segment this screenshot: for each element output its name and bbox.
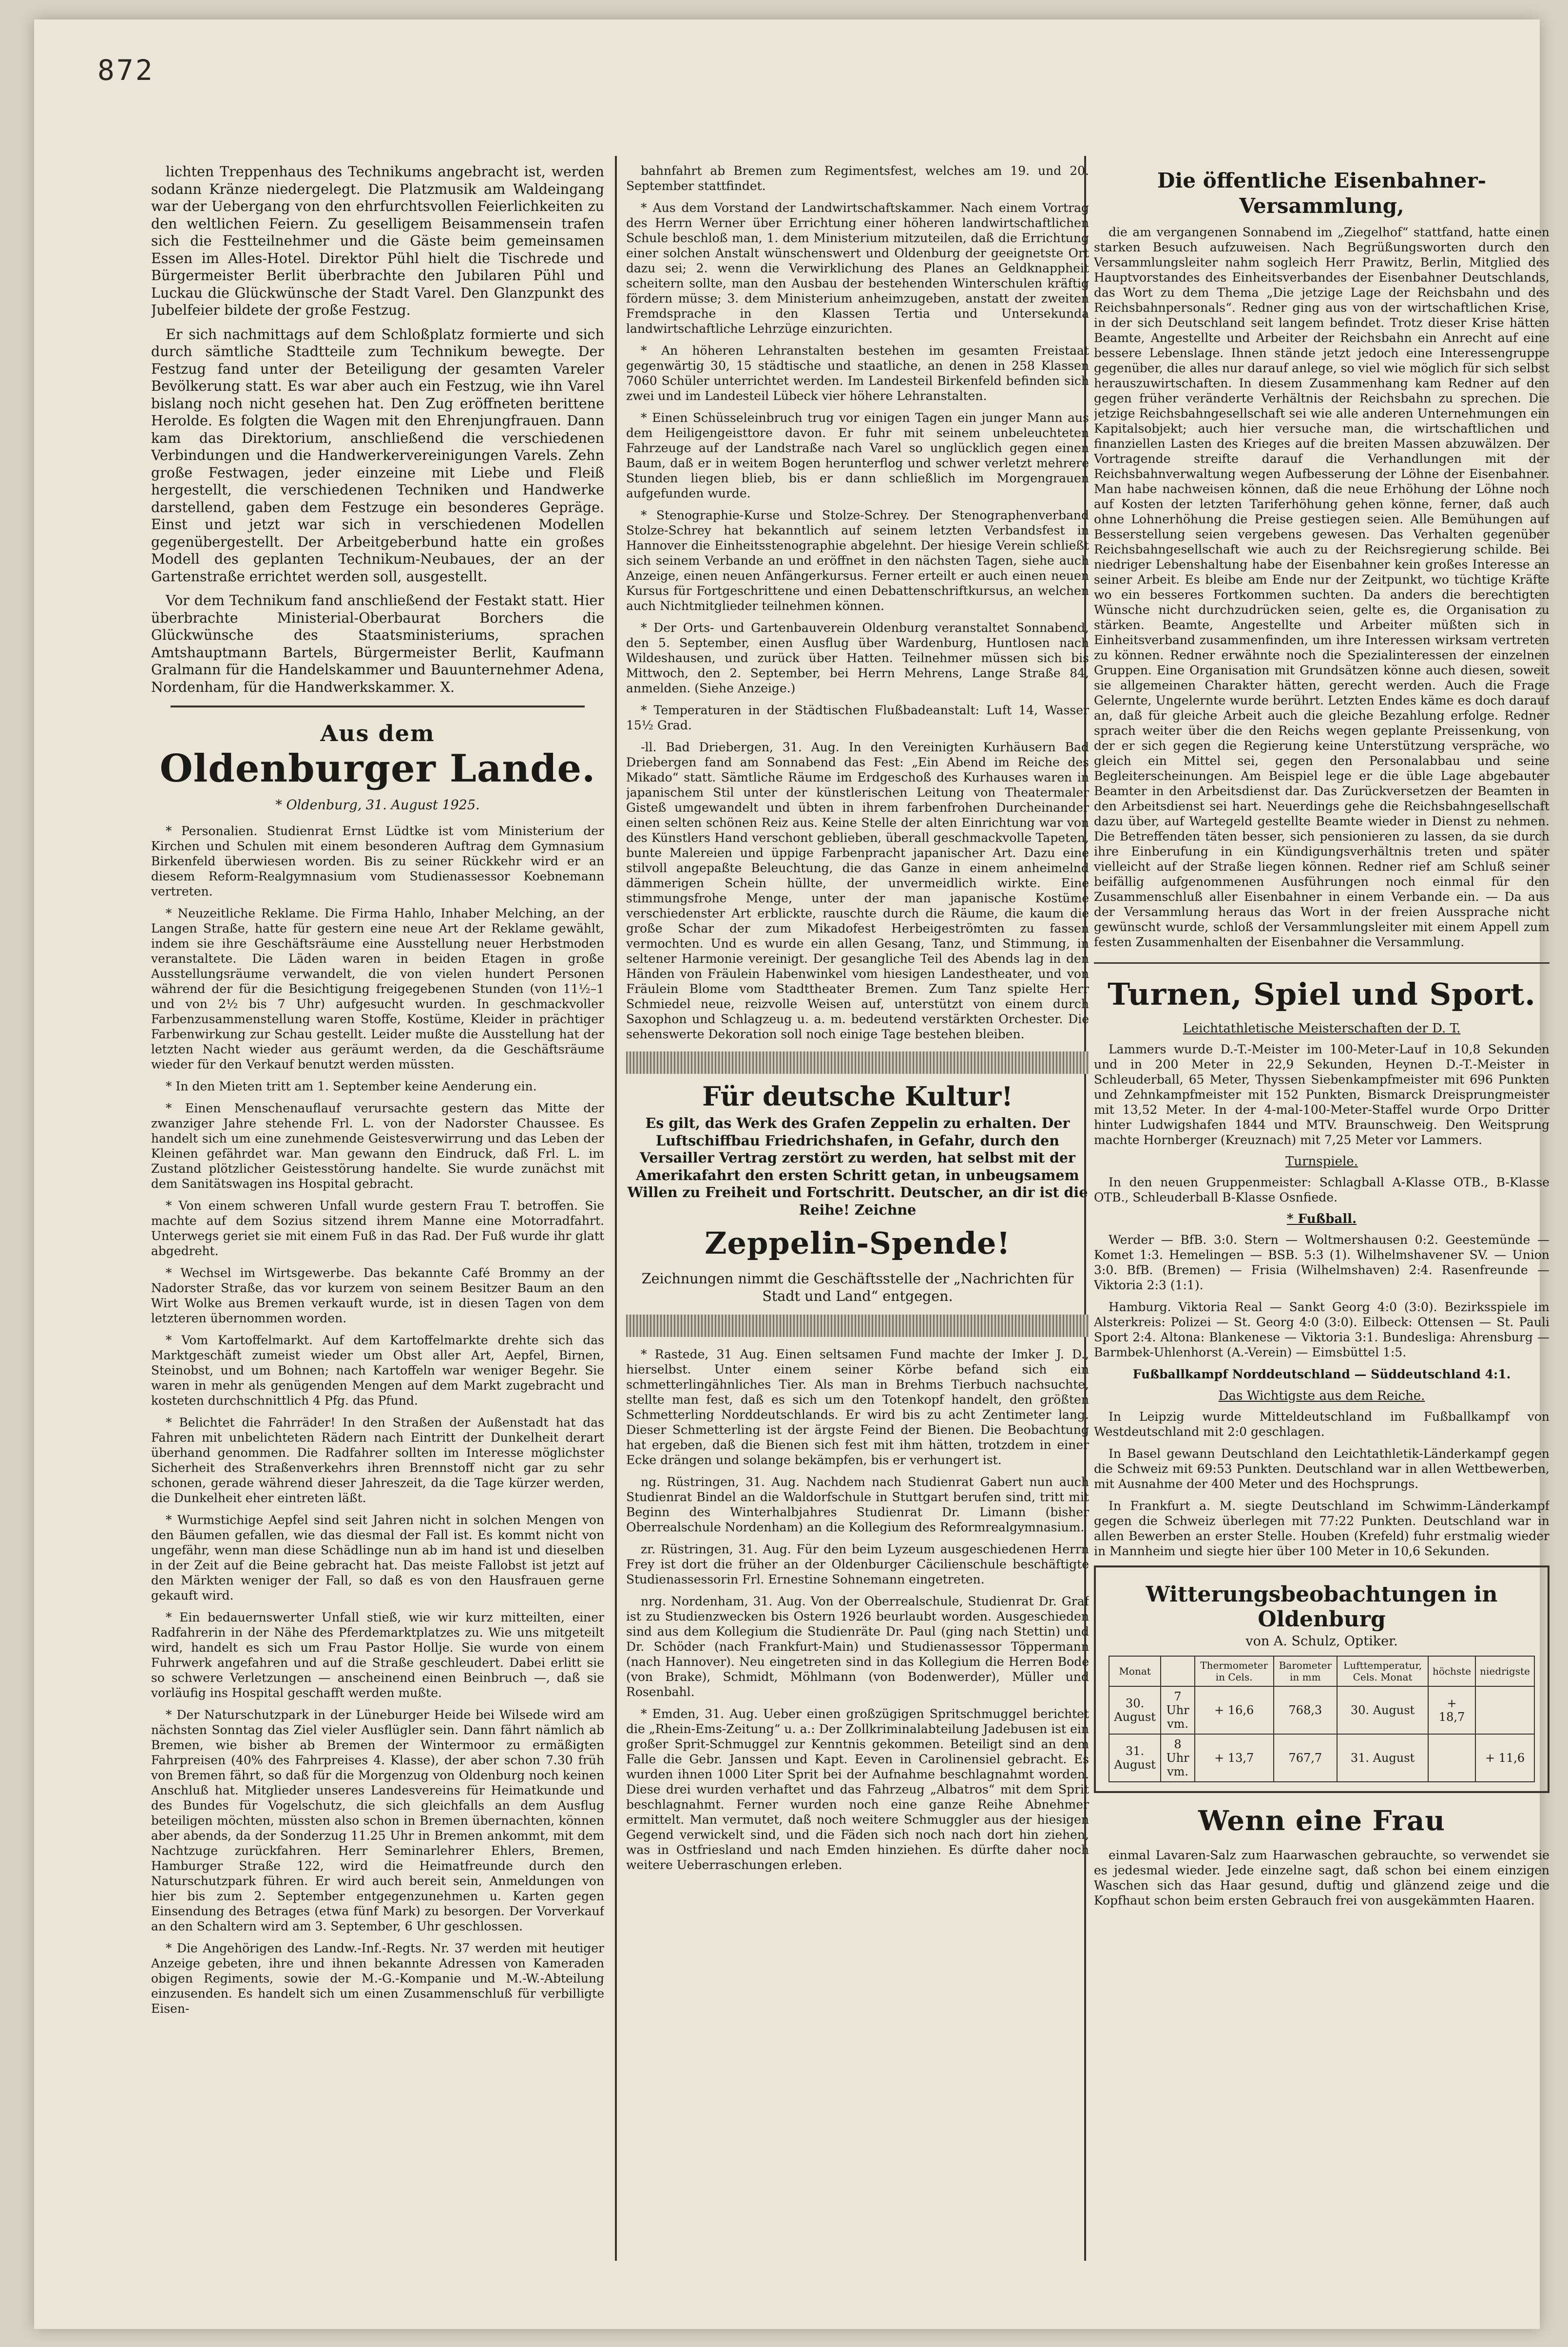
table-header: Thermometer in Cels. — [1195, 1656, 1274, 1686]
news-item: * Ein bedauernswerter Unfall stieß, wie wir kurz mitteilten, einer Radfahrerin in der Nähe des Pferdemarktplatzes zu. Wie uns mitgeteilt wird, handelt es sich um Frau Pastor Hollje. Sie wurde von einem Fuhrwerk angefahren und auf die Straße geschleudert. Dabei erlitt sie so schwere Verletzungen — anscheinend einen Beinbruch —, daß sie vorläufig ins Hospital geschafft werden mußte. — [151, 1610, 604, 1700]
sport-title: Turnen, Spiel und Sport. — [1108, 976, 1536, 1012]
sport-paragraph: Lammers wurde D.-T.-Meister im 100-Meter-Lauf in 10,8 Sekunden und in 200 Meter in 22,9 Sekunden, Heynen D.-T.-Meister in Schleuderball, 65 Meter, Thyssen Siebenkampfmeister mit 696 Punkten und Zehnkampfmeister mit 152 Punkten, Bismarck Dreisprungmeister mit 13,52 Meter. In der 4-mal-100-Meter-Staffel wurde Orpo Dritter hinter Ludwigshafen 1844 und MTV. Braunschweig. Den Weitsprung machte Hornberger (Kreuznach) mit 7,25 Meter vor Lammers. — [1094, 1042, 1549, 1147]
article-paragraph: lichten Treppenhaus des Technikums angebracht ist, werden sodann Kränze niedergelegt. Die Platzmusik am Waldeingang war der Uebergang von den ehrfurchtsvollen Feierlichkeiten zu den weltlichen Feiern. Zu geselligem Beisammensein trafen sich die Festteilnehmer und die Gäste beim gemeinsamen Essen im Alles-Hotel. Direktor Pühl hielt die Tischrede und Bürgermeister Berlit überbrachte den Jubilaren Pühl und Luckau die Glückwünsche der Stadt Varel. Den Glanzpunkt des Jubelfeier bildete der große Festzug. — [151, 164, 604, 318]
hatched-divider — [626, 1315, 1089, 1337]
news-item: bahnfahrt ab Bremen zum Regimentsfest, welches am 19. und 20. September stattfindet. — [626, 164, 1089, 193]
table-header: höchste — [1428, 1656, 1475, 1686]
news-item: * Der Naturschutzpark in der Lüneburger Heide bei Wilsede wird am nächsten Sonntag das Ziel vieler Ausflügler sein. Dann fährt nämlich ab Bremen, wie bisher ab Bremen der Wintermoor zu ermäßigten Fahrpreisen (40% des Fahrpreises 4. Klasse), der aber schon 7.30 früh von Bremen fährt, so daß für die Morgenzug von Oldenburg noch keinen Anschluß hat. Mitglieder unseres Landesvereins für Heimatkunde und des Bundes für Vogelschutz, die sich gleichfalls an dem Ausflug beteiligen möchten, müssten also schon in Bremen übernachten, können aber abends, da der Sonderzug 11.25 Uhr in Bremen ankommt, mit dem Nachtzuge zurückfahren. Herr Seminarlehrer Ehlers, Bremen, Hamburger Straße 122, wird die Heimatfreunde durch den Naturschutzpark führen. Er wird auch bereit sein, Anmeldungen von hier bis zum 2. September entgegenzunehmen u. Karten gegen Einsendung des Betrages (etwa fünf Mark) zu besorgen. Der Vorverkauf an den Schaltern wird am 3. September, 6 Uhr geschlossen. — [151, 1708, 604, 1933]
table-cell: + 11,6 — [1475, 1734, 1534, 1782]
news-item: * Aus dem Vorstand der Landwirtschaftskammer. Nach einem Vortrag des Herrn Werner über Errichtung einer höheren landwirtschaftlichen Schule beschloß man, 1. dem Ministerium mitzuteilen, daß die Errichtung einer solchen Anstalt wünschenswert und Oldenburg der geeignetste Ort dazu sei; 2. wenn die Verwirklichung des Planes an Geldknappheit scheitern sollte, man den Ausbau der bestehenden Winterschulen kräftig fördern müsse; 3. dem Ministerium anheimzugeben, anstatt der zweiten Fremdsprache in den Klassen Tertia und Untersekunda landwirtschaftliche Lehrzüge einzurichten. — [626, 201, 1089, 336]
table-header-row — [1109, 1656, 1534, 1686]
table-cell: 30. August — [1109, 1686, 1161, 1734]
sport-paragraph: In Frankfurt a. M. siegte Deutschland im Schwimm-Länderkampf gegen die Schweiz überlegen mit 77:22 Punkten. Deutschland war in allen Bewerben an erster Stelle. Houben (Krefeld) fuhr erstmalig wieder in Mannheim und siegte hier über 100 Meter in 10,6 Sekunden. — [1094, 1499, 1549, 1558]
subhead-wichtig: Das Wichtigste aus dem Reiche. — [1218, 1389, 1425, 1403]
table-header: Lufttemperatur, Cels. Monat — [1337, 1656, 1428, 1686]
article-paragraph: Vor dem Technikum fand anschließend der Festakt statt. Hier überbrachte Ministerial-Oberbaurat Borchers die Glückwünsche des Staatsministeriums, sprachen Amtshauptmann Bartels, Bürgermeister Berlit, Kaufmann Gralmann für die Handelskammer und Bauunternehmer Adena, Nordenham, für die Handwerkskammer. X. — [151, 592, 604, 695]
sport-subtitle: Leichtathletische Meisterschaften der D. T. — [1183, 1021, 1461, 1036]
table-header — [1161, 1656, 1195, 1686]
section-header-small: Aus dem — [320, 720, 435, 746]
page-number: 872 — [97, 54, 154, 87]
news-item: * In den Mieten tritt am 1. September keine Aenderung ein. — [166, 1079, 537, 1093]
table-header: Monat — [1109, 1656, 1161, 1686]
table-cell: + 16,6 — [1195, 1686, 1274, 1734]
table-cell: + 18,7 — [1428, 1686, 1475, 1734]
weather-title: Witterungsbeobachtungen in Oldenburg — [1146, 1582, 1498, 1632]
section-header-title: Oldenburger Lande. — [159, 746, 596, 791]
table-cell: 30. August — [1337, 1686, 1428, 1734]
table-cell: 31. August — [1337, 1734, 1428, 1782]
article-title: Die öffentliche Eisenbahner-Versammlung, — [1157, 169, 1487, 218]
news-item: * Die Angehörigen des Landw.-Inf.-Regts. Nr. 37 werden mit heutiger Anzeige gebeten, ihre und ihnen bekannte Adressen von Kameraden obigen Regiments, sowie der M.-G.-Kompanie und M.-W.-Abteilung einzusenden. Es handelt sich um einen Zusammenschluß für verbilligte Eisen- — [151, 1941, 604, 2016]
divider — [171, 706, 585, 707]
article-paragraph: die am vergangenen Sonnabend im „Ziegelhof“ stattfand, hatte einen starken Besuch aufzuweisen. Nach Begrüßungsworten durch den Versammlungsleiter nahm sogleich Herr Prawitz, Berlin, Mitglied des Hauptvorstandes des Einheitsverbandes der Eisenbahner Deutschlands, das Wort zu dem Thema „Die jetzige Lage der Reichsbahn und des Reichsbahnpersonals“. Redner ging aus von der wirtschaftlichen Krise, in der sich Deutschland seit langem befindet. Trotz dieser Krise hätten Beamte, Angestellte und Arbeiter der Reichsbahn ein Anrecht auf eine bessere Lebenslage. Ihnen stände jetzt jedoch eine Interessengruppe gegenüber, die alles nur darauf anlege, so viel wie möglich für sich selbst herauszuwirtschaften. In diesem Zusammenhang kam Redner auf den gegen früher veränderte Verhältnis der Reichsbahn zu sprechen. Die jetzige Reichsbahngesellschaft sei wie alle anderen Unternehmungen ein Kapitalsobjekt; auch hier versuche man, die wirtschaftlichen und finanziellen Lasten des Krieges auf die breiten Massen abzuwälzen. Der Vortragende streifte darauf die Verhandlungen mit der Reichsbahnverwaltung wegen Aufbesserung der Löhne der Eisenbahner. Man habe nachweisen können, daß die neue Erhöhung der Löhne noch auf Kosten der letzten Tariferhöhung gehen könne, ferner, daß auch ohne Lohnerhöhung die Preise gestiegen seien. Alle Bemühungen auf Besserstellung seien vergebens gewesen. Das Verhalten gegenüber Reichsbahngesellschaft wie auch zu der Reichsregierung schilde. Bei niedriger Lebenshaltung habe der Eisenbahner kein großes Interesse an seiner Arbeit. Es bleibe am Ende nur der Zeitpunkt, wo tüchtige Kräfte wo ein besseres Fortkommen suchten. Da anders die berechtigten Wünsche nicht durchzudrücken seien, gelte es, die Organisation zu stärken. Beamte, Angestellte und Arbeiter müßten sich in Einheitsverband zusammenfinden, um ihre Interessen wirksam vertreten zu können. Redner erwähnte noch die Spezialinteressen der einzelnen Gruppen. Eine Organisation mit Grundsätzen könne auch diesen, soweit sie allgemeinen Charakter hätten, gerecht werden. Auch die Frage Gelernte, Ungelernte wurde berührt. Letzten Endes käme es doch darauf an, daß für gleiche Arbeit auch die gleiche Bezahlung erfolge. Redner sprach weiter über die den Reichs wegen geplante Preissenkung, von der er sich gegen die Regierung keine Unterstützung verspräche, wo gleich ein Mittel sei, gegen den Personalabbau und seine Begleiterscheinungen. Am Beispiel lege er die üble Lage abgebauter Beamter in den Arbeitsdienst dar. Das Zurückversetzen der Beamten in den Arbeitsdienst sei hart. Neuerdings gehe die Reichsbahngesellschaft dazu über, auf Wartegeld gestellte Beamte wieder in Dienst zu nehmen. Die Betreffenden täten besser, sich pensionieren zu lassen, da sie durch ihre Einberufung in ein Kündigungsverhältnis treten und später vielleicht auf der Straße liegen können. Redner rief am Schluß seiner beifällig aufgenommenen Ausführungen noch einmal für den Zusammenschluß aller Eisenbahner in einem Verbande ein. — Da aus der Versammlung heraus das Wort in der freien Aussprache nicht gewünscht wurde, schloß der Versammlungsleiter mit einem Appell zum festen Zusammenhalten der Eisenbahner die Versammlung. — [1094, 225, 1549, 949]
table-cell — [1428, 1734, 1475, 1782]
sport-paragraph: Hamburg. Viktoria Real — Sankt Georg 4:0 (3:0). Bezirksspiele im Alsterkreis: Polizei — St. Georg 4:0 (3:0). Eilbeck: Ottensen — St. Pauli Sport 2:4. Altona: Blankenese — Viktoria 3:1. Bundesliga: Ahrensburg — Barmbek-Uhlenhorst (A.-Verein) — Eimsbüttel 1:5. — [1094, 1300, 1549, 1359]
weather-subtitle: von A. Schulz, Optiker. — [1245, 1634, 1398, 1649]
news-item: * Der Orts- und Gartenbauverein Oldenburg veranstaltet Sonnabend, den 5. September, einen Ausflug über Wardenburg, Huntlosen nach Wildeshausen, und zurück über Hatten. Teilnehmer müssen sich bis Mittwoch, den 2. September, bei Herrn Mehrens, Lange Straße 84, anmelden. (Siehe Anzeige.) — [626, 621, 1089, 695]
table-cell: 7 Uhr vm. — [1161, 1686, 1195, 1734]
weather-table — [1109, 1656, 1535, 1782]
news-item: zr. Rüstringen, 31. Aug. Für den beim Lyzeum ausgeschiedenen Herrn Frey ist dort die früher an der Oldenburger Cäcilienschule beschäftigte Studienassessorin Frl. Ernestine Sohnemann eingetreten. — [626, 1542, 1089, 1586]
news-item: * Wurmstichige Aepfel sind seit Jahren nicht in solchen Mengen von den Bäumen gefallen, wie das diesmal der Fall ist. Es kommt nicht von ungefähr, wenn man diese Schädlinge nun ab im hand ist und dieselben in der Zeit auf die Beine gebracht hat. Das meiste Fallobst ist jetzt auf den Märkten weniger der Fall, so daß es von den Hausfrauen gerne gekauft wird. — [151, 1513, 604, 1603]
table-cell: 31. August — [1109, 1734, 1161, 1782]
weather-box — [1094, 1565, 1549, 1793]
table-cell — [1475, 1686, 1534, 1734]
column-1 — [151, 163, 604, 2261]
news-item: * An höheren Lehranstalten bestehen im gesamten Freistaat gegenwärtig 30, 15 städtische und staatliche, an denen in 258 Klassen 7060 Schüler unterrichtet werden. Im Landesteil Birkenfeld befinden sich zwei und im Landesteil Lübeck vier höhere Lehranstalten. — [626, 343, 1089, 403]
divider — [1094, 962, 1549, 964]
news-item: * Rastede, 31 Aug. Einen seltsamen Fund machte der Imker J. D., hierselbst. Unter einem seiner Körbe befand sich ein schmetterlingähnliches Tier. Als man in Brehms Tierbuch nachsuchte, stellte man fest, daß es sich um den Totenkopf handelt, den größten Schmetterling Norddeutschlands. Er wird bis zu acht Zentimeter lang. Dieser Schmetterling ist der ärgste Feind der Bienen. Die Beobachtung hat ergeben, daß die Bienen sich fest mit ihm hätten, trotzdem in einer Ecke drängen und solange bekämpfen, bis er verhungert ist. — [626, 1347, 1089, 1467]
article-paragraph: Er sich nachmittags auf dem Schloßplatz formierte und sich durch sämtliche Stadtteile zum Technikum bewegte. Der Festzug fand unter der Beteiligung der gesamten Vareler Bevölkerung statt. Es war aber auch ein Festzug, wie ihn Varel bislang noch nicht gesehen hat. Den Zug eröffneten berittene Herolde. Es folgten die Wagen mit den Ehrenjungfrauen. Dann kam das Direktorium, anschließend die verschiedenen Verbindungen und die Handwerkervereinigungen Varels. Zehn große Festwagen, jeder einzeine mit Liebe und Fleiß hergestellt, die verschiedenen Techniken und Handwerke darstellend, gaben dem Festzuge ein besonderes Gepräge. Einst und jetzt war sich in verschiedenen Modellen gegenübergestellt. Der Arbeitgeberbund hatte ein großes Modell des geplanten Technikum-Neubaues, der an der Gartenstraße errichtet werden soll, ausgestellt. — [151, 326, 604, 585]
table-cell: + 13,7 — [1195, 1734, 1274, 1782]
news-item: * Einen Schüsseleinbruch trug vor einigen Tagen ein junger Mann aus dem Heiligengeisttore davon. Er fuhr mit seinem unbeleuchteten Fahrzeuge auf der Landstraße nach Varel so unglücklich gegen einen Baum, daß er in weitem Bogen herunterflog und schwer verletzt mehrere Stunden liegen blieb, bis er dann schließlich im Morgengrauen aufgefunden wurde. — [626, 411, 1089, 500]
ad-text: einmal Lavaren-Salz zum Haarwaschen gebrauchte, so verwendet sie es jedesmal wieder. Jede einzelne sagt, daß schon bei einem einzigen Waschen sich das Haar gesund, duftig und glänzend zeige und die Kopfhaut schon beim ersten Gebrauch frei von ausgekämmten Haaren. — [1094, 1848, 1549, 1908]
sport-paragraph: In Basel gewann Deutschland den Leichtathletik-Länderkampf gegen die Schweiz mit 69:53 Punkten. Deutschland war in allen Wettbewerben, mit Ausnahme der 400 Meter und des Hochsprungs. — [1094, 1447, 1549, 1491]
sport-paragraph: Fußballkampf Norddeutschland — Süddeutschland 4:1. — [1132, 1367, 1511, 1381]
sport-paragraph: In Leipzig wurde Mitteldeutschland im Fußballkampf von Westdeutschland mit 2:0 geschlagen. — [1094, 1410, 1549, 1439]
news-item: * Emden, 31. Aug. Ueber einen großzügigen Spritschmuggel berichtet die „Rhein-Ems-Zeitung“ u. a.: Der Zollkriminalabteilung Jadebusen ist ein großer Sprit-Schmuggel zur Kenntnis gekommen. Beteiligt sind an dem Falle die Gebr. Janssen und Kapt. Eeven in Carolinensiel gebracht. Es wurden ihnen 1000 Liter Sprit bei der Aufnahme beschlagnahmt worden. Diese drei wurden verhaftet und das Fahrzeug „Albatros“ mit dem Sprit beschlagnahmt. Ferner wurden noch eine ganze Reihe Abnehmer ermittelt. Man vermutet, daß noch weitere Schmuggler aus der hiesigen Gegend verwickelt sind, und die Fäden sich noch nach dort hin ziehen, was in Ostfriesland und nach Emden hinziehen. Es dürfte daher noch weitere Ueberraschungen erleben. — [626, 1707, 1089, 1872]
table-header: Barometer in mm — [1274, 1656, 1338, 1686]
subhead-fussball: * Fußball. — [1286, 1212, 1357, 1226]
subhead-turnspiele: Turnspiele. — [1285, 1154, 1358, 1169]
news-item: * Von einem schweren Unfall wurde gestern Frau T. betroffen. Sie machte auf dem Sozius sitzend ihrem Manne eine Motorradfahrt. Unterwegs geriet sie mit einem Fuß in das Rad. Der Fuß wurde ihr glatt abgedreht. — [151, 1199, 604, 1258]
column-rule — [615, 156, 617, 2261]
table-row — [1109, 1734, 1534, 1782]
appeal-text: Es gilt, das Werk des Grafen Zeppelin zu erhalten. Der Luftschiffbau Friedrichshafen, in Gefahr, durch den Versailler Vertrag zerstört zu werden, hat selbst mit der Amerikafahrt den ersten Schritt getan, in unbeugsamem Willen zu Freiheit und Fortschritt. Deutscher, an dir ist die Reihe! Zeichne — [627, 1115, 1088, 1218]
appeal-title: Für deutsche Kultur! — [702, 1081, 1013, 1112]
column-2 — [626, 163, 1089, 2261]
table-cell: 767,7 — [1274, 1734, 1338, 1782]
news-item: * Personalien. Studienrat Ernst Lüdtke ist vom Ministerium der Kirchen und Schulen mit einem besonderen Auftrag dem Gymnasium Birkenfeld überwiesen worden. Bis zu seiner Rückkehr wird er an diesem Reform-Realgymnasium vom Studienassessor Koebnemann vertreten. — [151, 824, 604, 898]
spende-title: Zeppelin-Spende! — [705, 1225, 1011, 1261]
news-item: * Neuzeitliche Reklame. Die Firma Hahlo, Inhaber Melching, an der Langen Straße, hatte für gestern eine neue Art der Reklame gewählt, indem sie ihre Geschäftsräume eine Ausstellung neuer Herbstmoden veranstaltete. Die Läden waren in beiden Etagen in große Ausstellungsräume verwandelt, die von vielen hundert Personen während der für die Besichtigung freigegebenen Stunden (von 11½–1 und von 2½ bis 7 Uhr) aufgesucht wurden. In geschmackvoller Farbenzusammenstellung waren Stoffe, Kostüme, Kleider in prächtiger Farbenwirkung zur Schau gestellt. Leider mußte die Ausstellung hat der letzten Nacht wieder aus geräumt werden, da die Geschäftsräume wieder für den Verkauf benutzt werden müssten. — [151, 906, 604, 1071]
section-header — [151, 720, 604, 791]
sport-paragraph: In den neuen Gruppenmeister: Schlagball A-Klasse OTB., B-Klasse OTB., Schleuderball B-Klasse Osnfiede. — [1094, 1175, 1549, 1204]
news-item: nrg. Nordenham, 31. Aug. Von der Oberrealschule, Studienrat Dr. Graf ist zu Studienzwecken bis Ostern 1926 beurlaubt worden. Ausgeschieden sind aus dem Kollegium die Studienräte Dr. Paul (ging nach Stettin) und Dr. Schöder (nach Frankfurt-Main) und Studienassessor Töppermann (nach Hannover). Neu eingetreten sind in das Kollegium die Herren Bode (von Brake), Schmidt, Möhlmann (von Bodenwerder), Müller und Rosenbahl. — [626, 1594, 1089, 1699]
news-item: -ll. Bad Driebergen, 31. Aug. In den Vereinigten Kurhäusern Bad Driebergen fand am Sonnabend das Fest: „Ein Abend im Reiche des Mikado“ statt. Sämtliche Räume im Erdgeschoß des Kurhauses waren in japanischem Stil unter der künstlerischen Leitung von Theatermaler Gisteß umgewandelt und übten in ihrem farbenfrohen Durcheinander einen selten schönen Reiz aus. Keine Stelle der alten Einrichtung war von des Künstlers Hand verschont geblieben, überall geschmackvolle Tapeten, bunte Malereien und üppige Farbenpracht japanischer Art. Dazu eine stilvoll angepaßte Beleuchtung, die das Ganze in einem anheimelnd dämmerigen Schein hüllte, der unvermeidlich wirkte. Eine stimmungsfrohe Menge, unter der man japanische Kostüme verschiedenster Art erblickte, rauschte durch die Räume, die kaum die große Schar der zum Mikadofest Herbeigeströmten zu fassen vermochten. Und es wurde ein allen Gesang, Tanz, und Stimmung, in seltener Harmonie vereinigt. Der gesangliche Teil des Abends lag in den Händen von Fräulein Habenwinkel vom hiesigen Landestheater, und von Fräulein Blome vom Stadttheater Bremen. Zum Tanz spielte Herr Schmiedel neue, reizvolle Weisen auf, unterstützt von einem durch Saxophon und Schlagzeug u. a. m. bedeutend verstärkten Orchester. Die sehenswerte Dekoration soll noch einige Tage bestehen bleiben. — [626, 740, 1089, 1041]
news-item: * Vom Kartoffelmarkt. Auf dem Kartoffelmarkte drehte sich das Marktgeschäft zumeist wieder um Obst aller Art, Aepfel, Birnen, Steinobst, und um Bohnen; nach Kartoffeln war weniger Begehr. Sie waren in mehr als genügenden Mengen auf dem Markt zugebracht und kosteten durchschnittlich 4 Pfg. das Pfund. — [151, 1333, 604, 1408]
news-item: ng. Rüstringen, 31. Aug. Nachdem nach Studienrat Gabert nun auch Studienrat Bindel an die Waldorfschule in Stuttgart berufen sind, tritt mit Beginn des Winterhalbjahres Studienrat Dr. Limann (bisher Oberrealschule Nordenham) an die Kollegium des Reformrealgymnasium. — [626, 1475, 1089, 1534]
hatched-divider — [626, 1051, 1089, 1074]
table-cell: 8 Uhr vm. — [1161, 1734, 1195, 1782]
ad-title: Wenn eine Frau — [1198, 1805, 1445, 1837]
table-row — [1109, 1686, 1534, 1734]
column-3 — [1094, 163, 1549, 2261]
news-item: * Stenographie-Kurse und Stolze-Schrey. Der Stenographenverband Stolze-Schrey hat bekanntlich auf seinem letzten Verbandsfest in Hannover die Einheitsstenographie abgelehnt. Der hiesige Verein schließt sich seinem Verbande an und eröffnet in den nächsten Tagen, siehe auch Anzeige, einen neuen Anfängerkursus. Ferner erteilt er auch einen neuen Kursus für Fortgeschrittene und einen Debattenschriftkursus, an welchen auch Nichtmitglieder teilnehmen können. — [626, 508, 1089, 613]
news-item: * Wechsel im Wirtsgewerbe. Das bekannte Café Brommy an der Nadorster Straße, das vor kurzem von seinem Besitzer Baum an den Wirt Wolke aus Bremen verkauft wurde, ist in diesen Tagen von dem letzteren übernommen worden. — [151, 1266, 604, 1325]
newspaper-page — [34, 19, 1549, 2329]
news-item: * Einen Menschenauflauf verursachte gestern das Mitte der zwanziger Jahre stehende Frl. L. von der Nadorster Chaussee. Es handelt sich um eine zunehmende Geistesverwirrung und das Leben der Kleinen gefährdet war. Man gewann den Eindruck, daß Frl. L. im Zustand plötzlicher Geistesstörung handelte. Sie wurde zunächst mit dem Sanitätswagen ins Hospital gebracht. — [151, 1101, 604, 1191]
sport-paragraph: Werder — BfB. 3:0. Stern — Woltmershausen 0:2. Geestemünde — Komet 1:3. Hemelingen — BSB. 5:3 (1). Wilhelmshavener SV. — Union 3:0. BfB. (Bremen) — Frisia (Wilhelmshaven) 2:4. Rasenfreunde — Viktoria 2:3 (1:1). — [1094, 1233, 1549, 1292]
spende-text: Zeichnungen nimmt die Geschäftsstelle der „Nachrichten für Stadt und Land“ entgegen. — [641, 1271, 1074, 1304]
news-item: * Temperaturen in der Städtischen Flußbadeanstalt: Luft 14, Wasser 15½ Grad. — [626, 703, 1089, 732]
dateline: * Oldenburg, 31. August 1925. — [275, 798, 480, 813]
table-cell: 768,3 — [1274, 1686, 1338, 1734]
table-header: niedrigste — [1475, 1656, 1534, 1686]
news-item: * Belichtet die Fahrräder! In den Straßen der Außenstadt hat das Fahren mit unbelichteten Rädern nach Eintritt der Dunkelheit derart überhand genommen. Die Radfahrer sollten im Interesse möglichster Sicherheit des Straßenverkehrs ihren Brennstoff nicht gar zu sehr schonen, gerade während dieser Jahreszeit, da die Tage kürzer werden, die Dunkelheit eher eintreten läßt. — [151, 1415, 604, 1505]
